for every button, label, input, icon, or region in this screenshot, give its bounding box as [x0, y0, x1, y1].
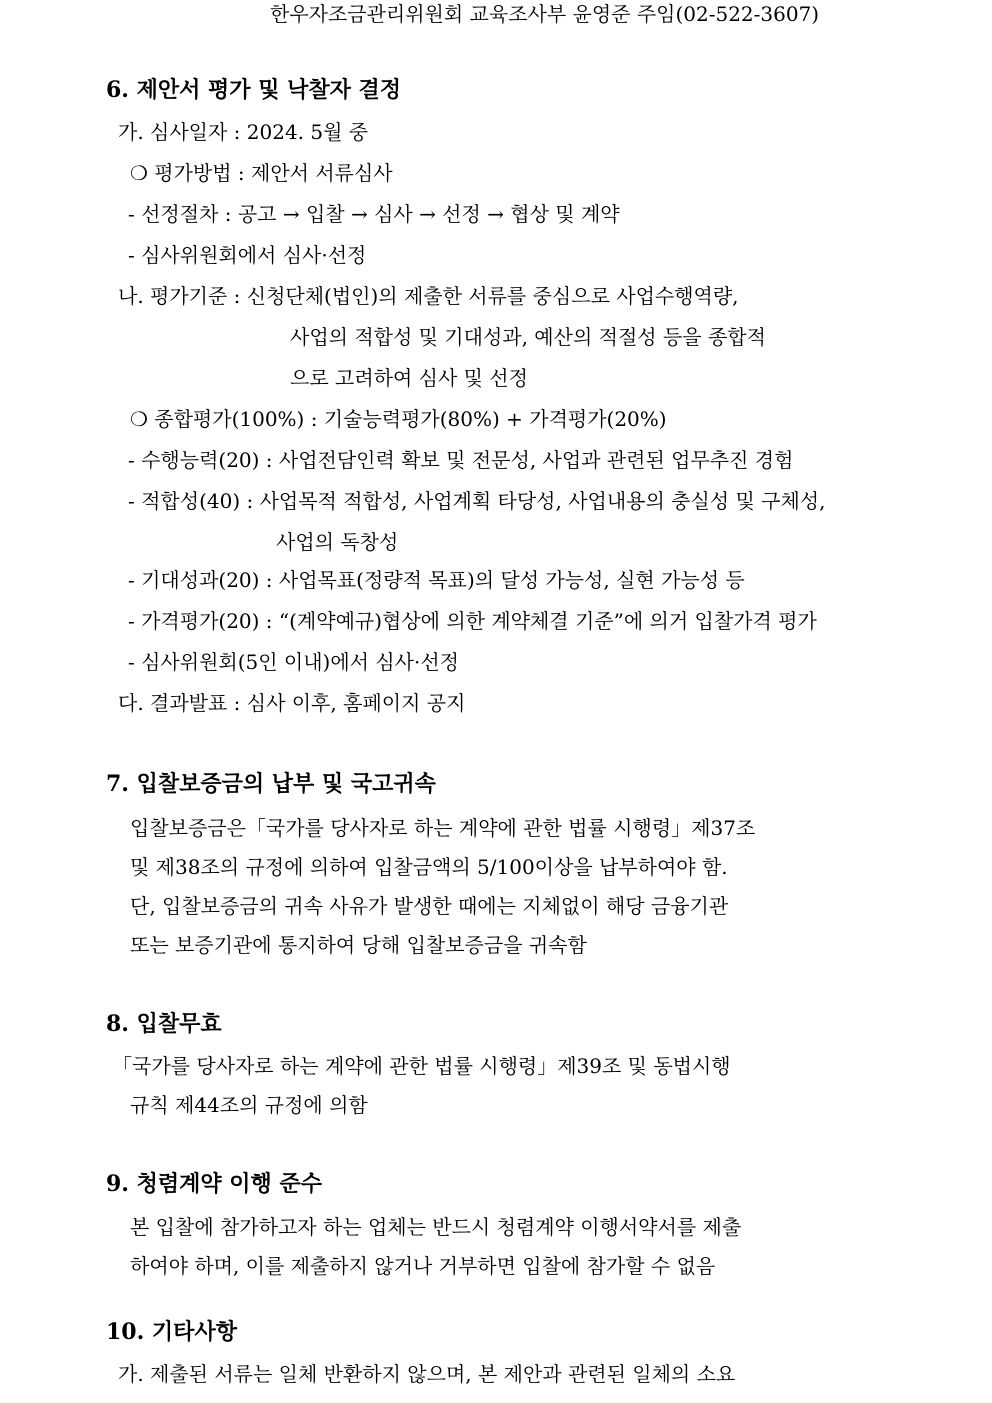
- s6-expect: - 기대성과(20) : 사업목표(정량적 목표)의 달성 가능성, 실현 가능성 등: [128, 568, 745, 592]
- s8-line-2: 규칙 제44조의 규정에 의함: [130, 1093, 368, 1117]
- contact-line: 한우자조금관리위원회 교육조사부 윤영준 주임(02-522-3607): [270, 2, 820, 26]
- s6-item-da: 다. 결과발표 : 심사 이후, 홈페이지 공지: [118, 691, 466, 715]
- s6-item-ga: 가. 심사일자 : 2024. 5월 중: [118, 120, 369, 144]
- s6-item-na-1: 나. 평가기준 : 신청단체(법인)의 제출한 서류를 중심으로 사업수행역량,: [118, 284, 739, 308]
- s6-item-na-2: 사업의 적합성 및 기대성과, 예산의 적절성 등을 종합적: [290, 325, 766, 349]
- section-8-heading: 8. 입찰무효: [106, 1011, 222, 1037]
- s6-committee5: - 심사위원회(5인 이내)에서 심사·선정: [128, 650, 459, 674]
- section-6-heading: 6. 제안서 평가 및 낙찰자 결정: [106, 77, 402, 103]
- s7-line-2: 및 제38조의 규정에 의하여 입찰금액의 5/100이상을 납부하여야 함.: [130, 855, 728, 879]
- section-10-heading: 10. 기타사항: [106, 1319, 237, 1345]
- s7-line-3: 단, 입찰보증금의 귀속 사유가 발생한 때에는 지체없이 해당 금융기관: [130, 894, 729, 918]
- s6-item-na-3: 으로 고려하여 심사 및 선정: [290, 366, 528, 390]
- s6-fit-2: 사업의 독창성: [276, 530, 399, 554]
- section-9-heading: 9. 청렴계약 이행 준수: [106, 1171, 322, 1197]
- section-7-heading: 7. 입찰보증금의 납부 및 국고귀속: [106, 771, 436, 797]
- s9-line-2: 하여야 하며, 이를 제출하지 않거나 거부하면 입찰에 참가할 수 없음: [130, 1254, 716, 1278]
- s6-method: ❍ 평가방법 : 제안서 서류심사: [130, 161, 393, 185]
- s6-price: - 가격평가(20) : “(계약예규)협상에 의한 계약체결 기준”에 의거 입찰가격 평가: [128, 609, 817, 633]
- s10-item-ga: 가. 제출된 서류는 일체 반환하지 않으며, 본 제안과 관련된 일체의 소요: [118, 1362, 736, 1386]
- s6-total: ❍ 종합평가(100%) : 기술능력평가(80%) + 가격평가(20%): [130, 407, 667, 431]
- s7-line-4: 또는 보증기관에 통지하여 당해 입찰보증금을 귀속함: [130, 933, 587, 957]
- s9-line-1: 본 입찰에 참가하고자 하는 업체는 반드시 청렴계약 이행서약서를 제출: [130, 1215, 742, 1239]
- s7-line-1: 입찰보증금은「국가를 당사자로 하는 계약에 관한 법률 시행령」제37조: [130, 816, 756, 840]
- s6-procedure: - 선정절차 : 공고 → 입찰 → 심사 → 선정 → 협상 및 계약: [128, 202, 620, 226]
- s6-fit-1: - 적합성(40) : 사업목적 적합성, 사업계획 타당성, 사업내용의 충실성 및 구체성,: [128, 489, 826, 513]
- s6-committee: - 심사위원회에서 심사·선정: [128, 243, 367, 267]
- s6-ability: - 수행능력(20) : 사업전담인력 확보 및 전문성, 사업과 관련된 업무추진 경험: [128, 448, 794, 472]
- s8-line-1: 「국가를 당사자로 하는 계약에 관한 법률 시행령」제39조 및 동법시행: [112, 1054, 731, 1078]
